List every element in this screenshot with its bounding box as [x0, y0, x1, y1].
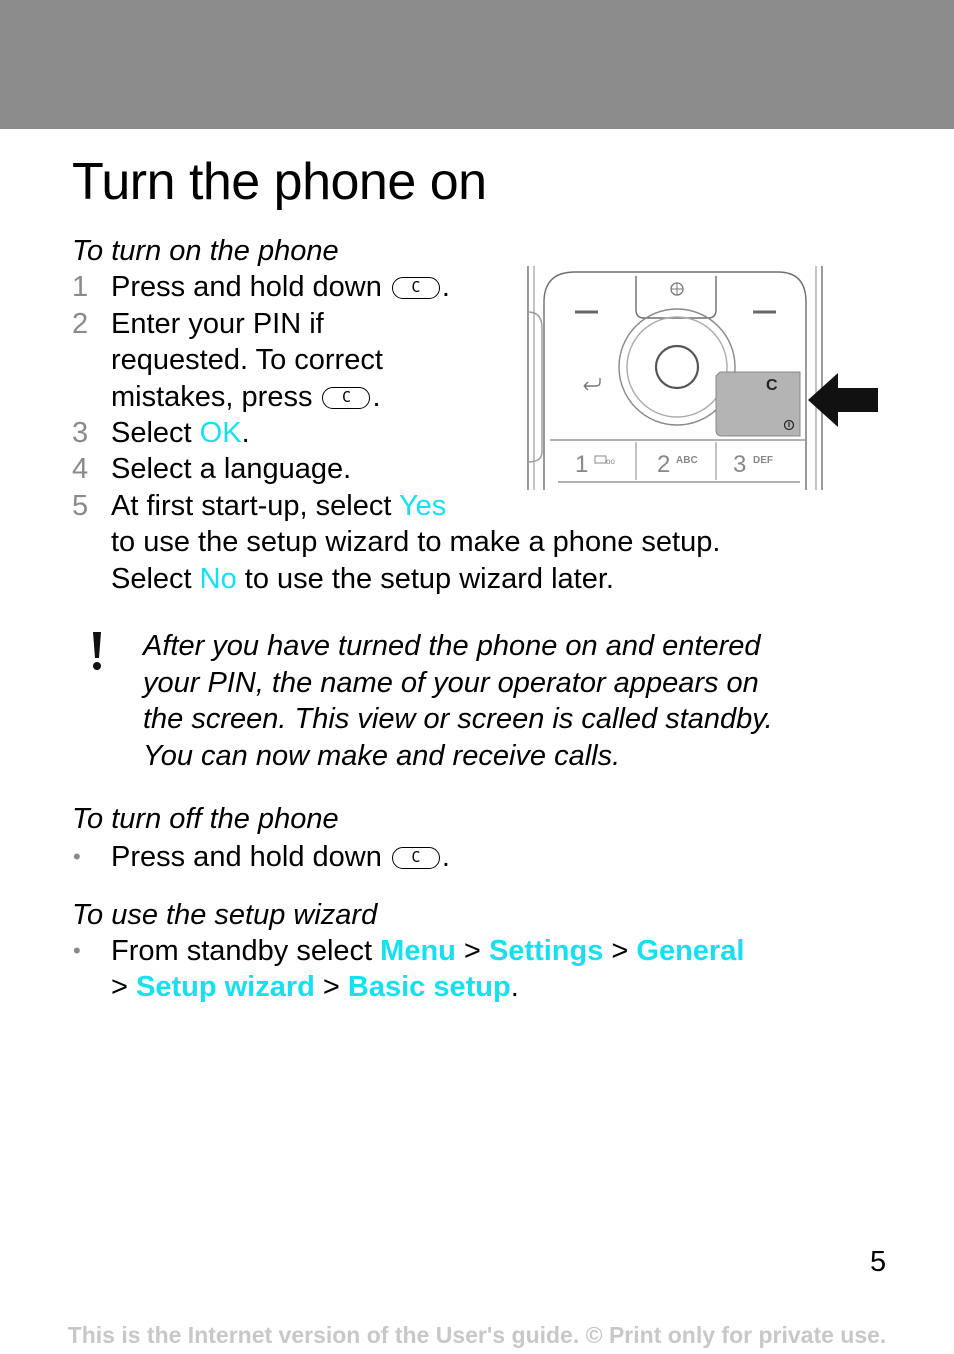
- step-number: 2: [72, 308, 89, 340]
- phone-keypad-figure: [520, 262, 882, 492]
- bullet-icon: •: [73, 938, 81, 963]
- softkey-yes: Yes: [398, 490, 447, 522]
- c-key-highlight: [716, 372, 800, 436]
- page-number: 5: [870, 1246, 887, 1278]
- c-key-label: C: [766, 377, 778, 394]
- menu-item-settings: Settings: [488, 935, 604, 967]
- note-line-2: your PIN, the name of your operator appears on: [143, 667, 759, 699]
- key-2-letters: ABC: [676, 455, 698, 466]
- step-2-line-1: Enter your PIN if: [111, 308, 324, 340]
- step-1-text: Press and hold down: [111, 271, 382, 303]
- step-number: 5: [72, 490, 89, 522]
- c-key-icon: [392, 277, 440, 299]
- voicemail-icon: oo: [606, 457, 615, 466]
- footer-disclaimer: This is the Internet version of the User's guide. © Print only for private use.: [67, 1322, 887, 1348]
- menu-item-setup-wizard: Setup wizard: [136, 971, 315, 1003]
- key-3-digit: 3: [733, 451, 747, 478]
- step-3: Select OK.: [111, 417, 250, 449]
- step-number: 3: [72, 417, 89, 449]
- softkey-ok: OK: [199, 417, 242, 449]
- wizard-path-line-1: From standby select Menu > Settings > General: [111, 935, 745, 967]
- step-2-line-3: mistakes, pressC .: [111, 379, 381, 415]
- key-1-digit: 1: [575, 451, 589, 478]
- turn-off-instruction: Press and hold downC .: [111, 839, 450, 875]
- section-heading-setup-wizard: To use the setup wizard: [72, 899, 378, 931]
- note-line-1: After you have turned the phone on and entered: [143, 630, 761, 662]
- nav-center-button: [656, 346, 698, 388]
- step-5-line-1: At first start-up, select Yes: [111, 490, 447, 522]
- step-2-line-2: requested. To correct: [111, 344, 383, 376]
- bullet-icon: •: [73, 844, 81, 869]
- message-icon: [595, 456, 606, 463]
- step-1: Press and hold downC .: [111, 269, 450, 305]
- note-line-4: You can now make and receive calls.: [143, 740, 621, 772]
- c-key-icon: [322, 387, 370, 409]
- key-2-digit: 2: [657, 451, 671, 478]
- wizard-path-line-2: > Setup wizard > Basic setup.: [111, 971, 519, 1003]
- section-heading-turn-off: To turn off the phone: [72, 803, 339, 835]
- menu-item-menu: Menu: [380, 935, 456, 967]
- key-3-letters: DEF: [753, 455, 773, 466]
- note-line-3: the screen. This view or screen is called standby.: [143, 703, 773, 735]
- header-band: [0, 0, 954, 129]
- step-5-line-3: Select No to use the setup wizard later.: [111, 563, 614, 595]
- section-heading-turn-on: To turn on the phone: [72, 235, 339, 267]
- menu-item-general: General: [636, 935, 745, 967]
- step-number: 1: [72, 271, 89, 303]
- top-key: [636, 276, 716, 318]
- page-title: Turn the phone on: [72, 153, 487, 211]
- step-5-line-2: to use the setup wizard to make a phone setup.: [111, 526, 721, 558]
- back-icon: [584, 378, 600, 390]
- menu-item-basic-setup: Basic setup: [347, 971, 511, 1003]
- c-key-icon: [392, 847, 440, 869]
- exclamation-icon: [90, 632, 104, 672]
- step-number: 4: [72, 453, 89, 485]
- step-4: Select a language.: [111, 453, 352, 485]
- pointer-arrow-icon: [808, 373, 878, 427]
- softkey-no: No: [199, 563, 237, 595]
